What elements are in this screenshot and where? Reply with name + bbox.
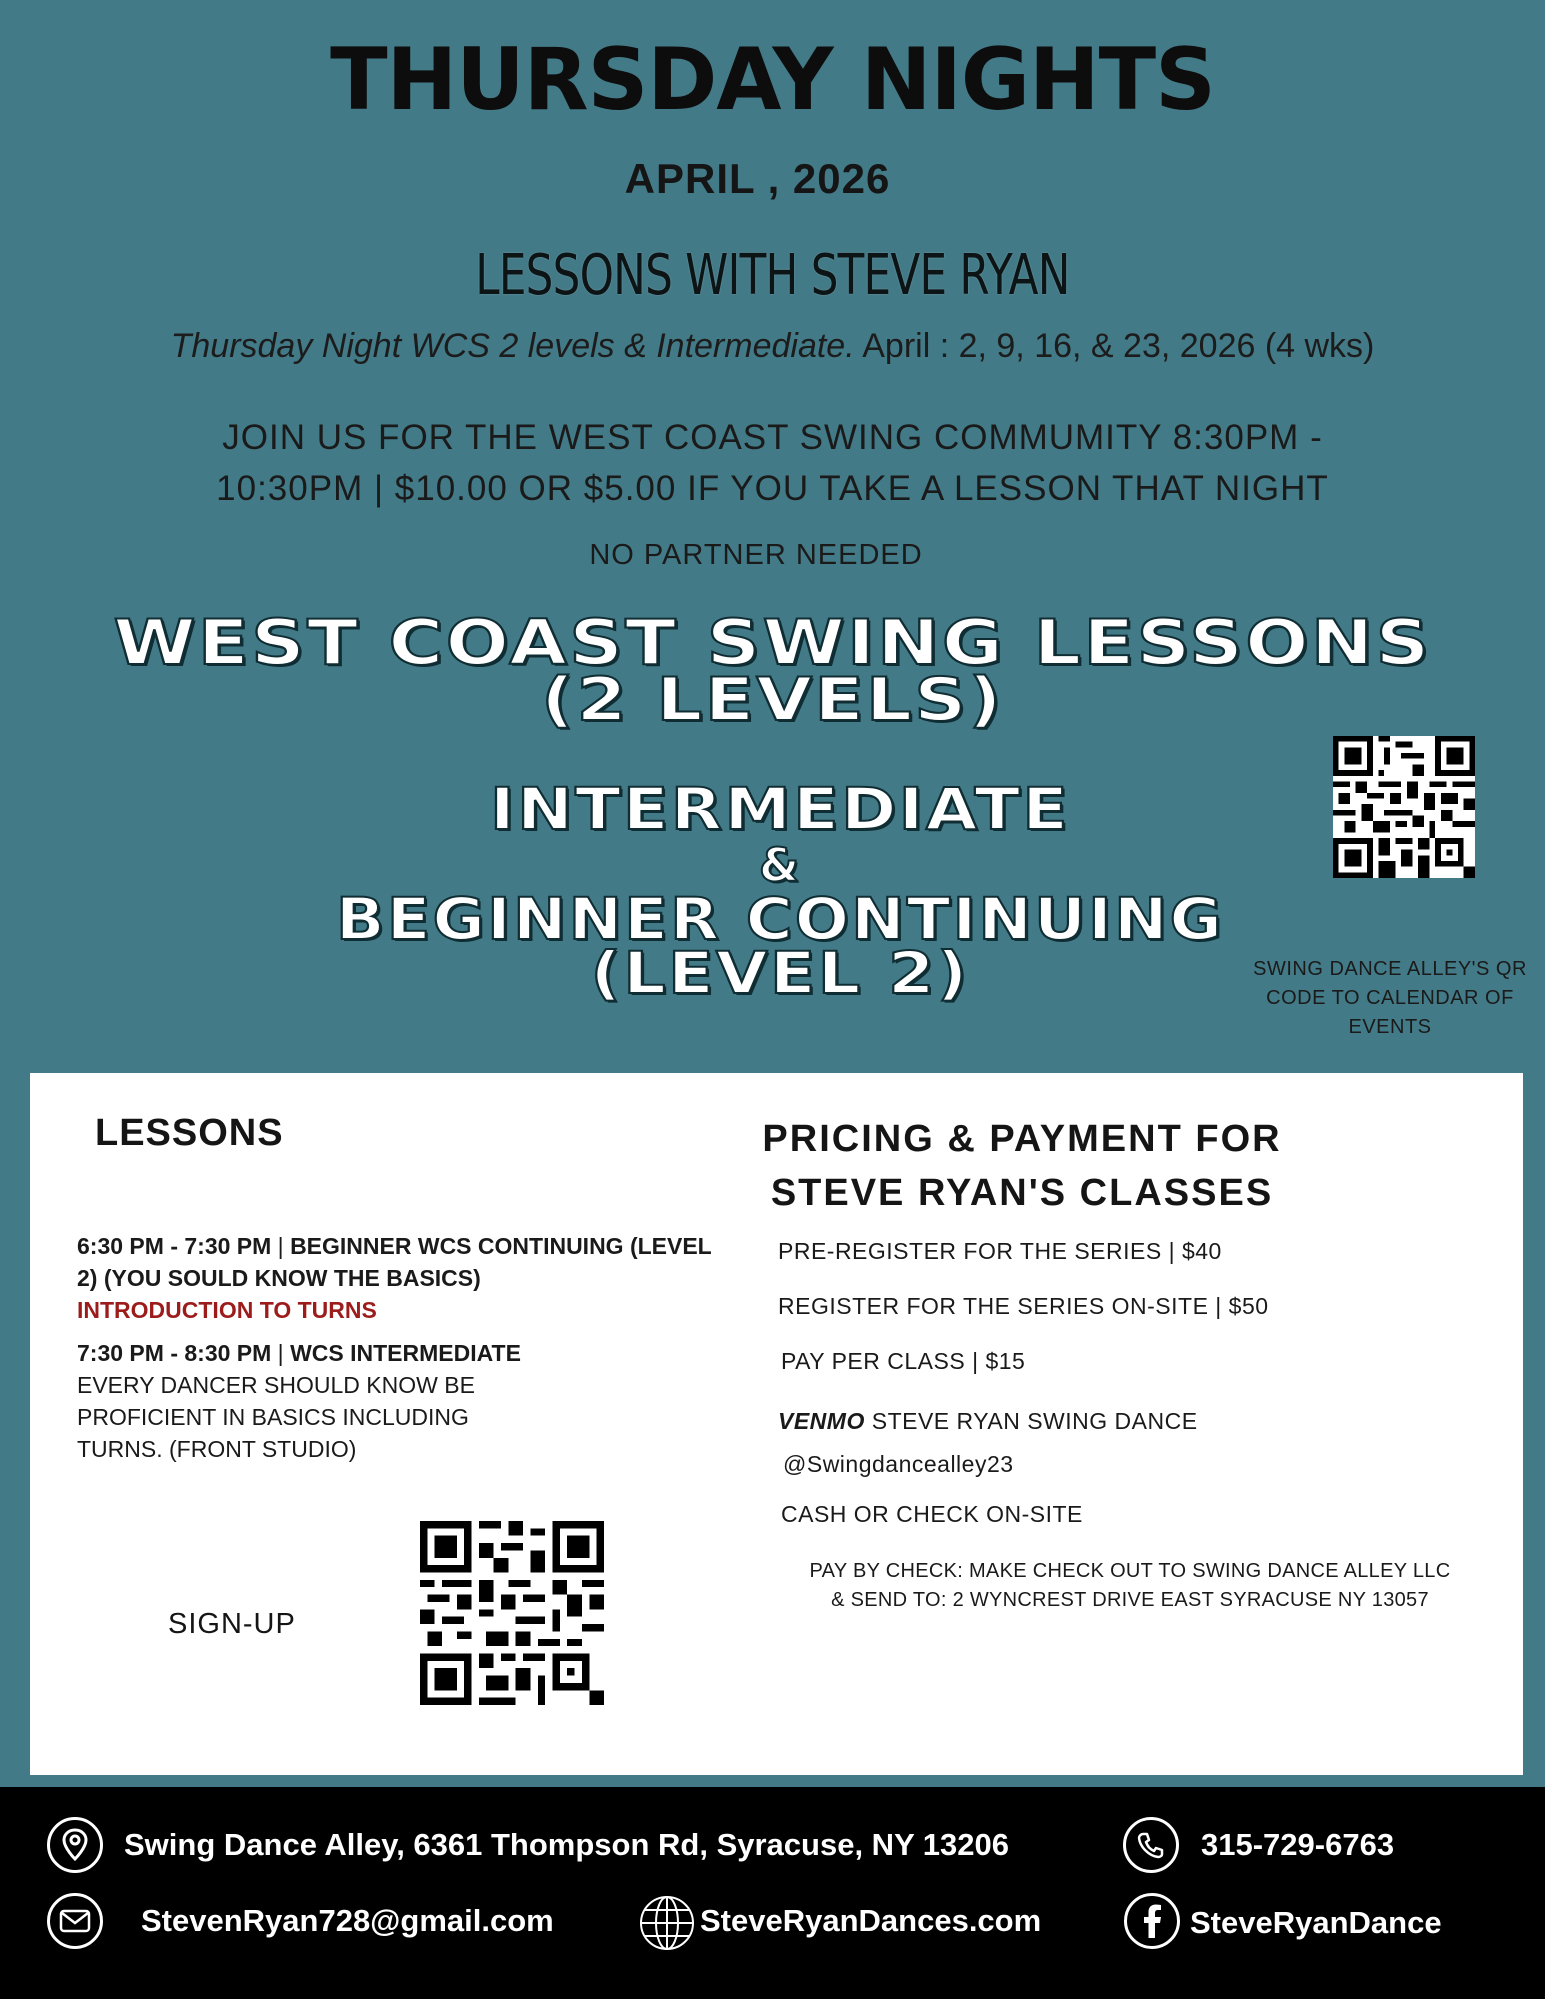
level-beginner-continuing: BEGINNER CONTINUING — [335, 885, 1225, 953]
price-per-class: PAY PER CLASS | $15 — [781, 1348, 1026, 1374]
lesson-2 — [77, 1337, 717, 1465]
check-instructions — [770, 1557, 1490, 1615]
level-intermediate: INTERMEDIATE — [489, 775, 1071, 843]
phone-icon — [1123, 1817, 1179, 1873]
lessons-heading: LESSONS — [95, 1112, 284, 1154]
venmo-name: STEVE RYAN SWING DANCE — [864, 1408, 1198, 1434]
email-text[interactable]: StevenRyan728@gmail.com — [141, 1903, 554, 1938]
series-italic: Thursday Night WCS 2 levels & Intermediate. — [170, 327, 855, 365]
no-partner-note: NO PARTNER NEEDED — [589, 539, 923, 571]
address-text: Swing Dance Alley, 6361 Thompson Rd, Syracuse, NY 13206 — [124, 1827, 1009, 1862]
lesson-1-separator: | — [271, 1233, 291, 1259]
level-2: (LEVEL 2) — [590, 939, 970, 1007]
price-onsite: REGISTER FOR THE SERIES ON-SITE | $50 — [778, 1293, 1269, 1319]
mail-icon — [47, 1893, 103, 1949]
location-pin-icon — [47, 1817, 103, 1873]
lesson-1-title: BEGINNER WCS CONTINUING (LEVEL 2) (YOU SOULD KNOW THE BASICS) — [77, 1233, 712, 1291]
signup-label: SIGN-UP — [168, 1608, 296, 1640]
venmo-label: VENMO — [778, 1408, 865, 1434]
join-us-line: JOIN US FOR THE WEST COAST SWING COMMUMITY 8:30PM - 10:30PM | $10.00 OR $5.00 IF YOU TAKE A LESSON THAT NIGHT — [216, 418, 1329, 508]
pricing-heading — [752, 1112, 1292, 1220]
banner-line-1: WEST COAST SWING LESSONS — [113, 606, 1432, 679]
level-ampersand: & — [758, 838, 802, 892]
pricing-heading-line-2: STEVE RYAN'S CLASSES — [770, 1172, 1274, 1214]
globe-icon — [637, 1893, 697, 1953]
lesson-1-time: 6:30 PM - 7:30 PM — [77, 1233, 272, 1259]
banner-line-2: (2 LEVELS) — [541, 665, 1004, 735]
venmo-handle: @Swingdancealley23 — [783, 1451, 1014, 1477]
qr-caption: SWING DANCE ALLEY'S QR CODE TO CALENDAR OF EVENTS — [1253, 958, 1527, 1038]
cash-or-check: CASH OR CHECK ON-SITE — [781, 1501, 1083, 1527]
lesson-1 — [77, 1230, 717, 1326]
series-dates: April : 2, 9, 16, & 23, 2026 (4 wks) — [854, 327, 1375, 365]
lesson-2-title: WCS INTERMEDIATE — [290, 1340, 521, 1366]
website-text[interactable]: SteveRyanDances.com — [700, 1903, 1042, 1938]
calendar-qr-code[interactable] — [1333, 736, 1475, 878]
facebook-text[interactable]: SteveRyanDance — [1190, 1905, 1442, 1940]
lesson-2-description: EVERY DANCER SHOULD KNOW BE PROFICIENT IN BASICS INCLUDING TURNS. (FRONT STUDIO) — [77, 1372, 475, 1462]
lesson-2-separator: | — [271, 1340, 291, 1366]
series-line — [0, 327, 1545, 366]
page-title: THURSDAY NIGHTS — [330, 30, 1215, 130]
pricing-heading-line-1: PRICING & PAYMENT FOR — [762, 1118, 1282, 1160]
facebook-icon — [1124, 1893, 1180, 1949]
check-line-1: PAY BY CHECK: MAKE CHECK OUT TO SWING DANCE ALLEY LLC — [809, 1560, 1451, 1582]
signup-qr-code[interactable] — [420, 1521, 604, 1705]
lessons-with-heading: LESSONS WITH STEVE RYAN — [475, 243, 1070, 308]
contact-footer — [0, 1787, 1545, 1999]
month-year: APRIL , 2026 — [624, 155, 891, 202]
phone-text[interactable]: 315-729-6763 — [1201, 1827, 1395, 1862]
lesson-2-time: 7:30 PM - 8:30 PM — [77, 1340, 272, 1366]
price-preregister: PRE-REGISTER FOR THE SERIES | $40 — [778, 1238, 1222, 1264]
lesson-1-note: INTRODUCTION TO TURNS — [77, 1297, 377, 1323]
check-line-2: & SEND TO: 2 WYNCREST DRIVE EAST SYRACUSE NY 13057 — [831, 1589, 1429, 1611]
venmo-line — [778, 1408, 1198, 1435]
